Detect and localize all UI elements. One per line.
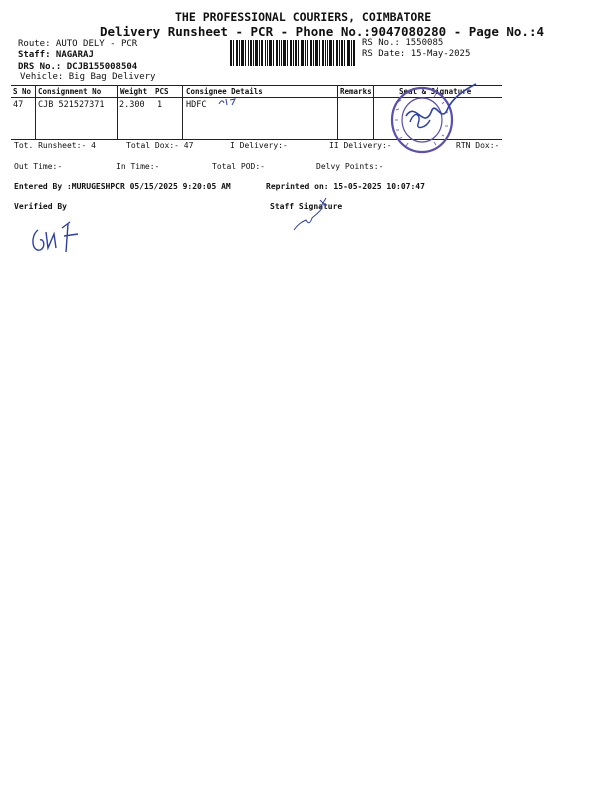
column-header-consignment: Consignment No	[38, 87, 102, 96]
i-delivery: I Delivery:-	[230, 141, 288, 150]
cell-consignee: HDFC	[186, 100, 207, 110]
company-title: THE PROFESSIONAL COURIERS, COIMBATORE	[175, 10, 432, 24]
staff-label: Staff: NAGARAJ	[18, 50, 94, 60]
col-divider	[35, 86, 36, 139]
delvy-points: Delvy Points:-	[316, 162, 384, 171]
cell-pcs: 1	[157, 100, 163, 110]
rs-date: RS Date: 15-May-2025	[362, 49, 471, 59]
route-label: Route: AUTO DELY - PCR	[18, 39, 138, 49]
column-header-consignee: Consignee Details	[186, 87, 263, 96]
ii-delivery: II Delivery:-	[329, 141, 392, 150]
reprinted-on: Reprinted on: 15-05-2025 10:07:47	[266, 182, 425, 191]
verified-by-label: Verified By	[14, 202, 67, 211]
total-pod: Total POD:-	[212, 162, 265, 171]
verified-signature-icon	[28, 218, 84, 258]
col-divider	[182, 86, 183, 139]
column-header-weight: Weight	[120, 87, 148, 96]
handwritten-mark-icon	[218, 97, 240, 107]
col-divider	[337, 86, 338, 139]
tot-runsheet: Tot. Runsheet:- 4	[14, 141, 96, 150]
barcode-icon	[230, 40, 356, 66]
column-header-remarks: Remarks	[340, 87, 372, 96]
column-header-pcs: PCS	[155, 87, 169, 96]
total-dox: Total Dox:- 47	[126, 141, 194, 150]
runsheet-subtitle: Delivery Runsheet - PCR - Phone No.:9047080280 - Page No.:4	[100, 24, 545, 39]
column-header-seal-signature: Seal & Signature	[399, 87, 472, 96]
col-divider	[373, 86, 374, 139]
vehicle-label: Vehicle: Big Bag Delivery	[20, 72, 156, 82]
out-time: Out Time:-	[14, 162, 63, 171]
column-header-sno: S No	[13, 87, 32, 96]
staff-signature-label: Staff Signature	[270, 202, 343, 211]
rs-number: RS No.: 1550085	[362, 38, 444, 48]
staff-signature-icon	[290, 194, 336, 234]
cell-weight: 2.300	[119, 100, 145, 110]
cell-sno: 47	[13, 100, 24, 110]
drs-number: DRS No.: DCJB155008504	[18, 62, 138, 72]
cell-consignment-no: CJB 521527371	[38, 100, 105, 110]
col-divider	[117, 86, 118, 139]
entered-by: Entered By :MURUGESHPCR 05/15/2025 9:20:05 AM	[14, 182, 231, 191]
in-time: In Time:-	[116, 162, 160, 171]
rtn-dox: RTN Dox:-	[456, 141, 500, 150]
